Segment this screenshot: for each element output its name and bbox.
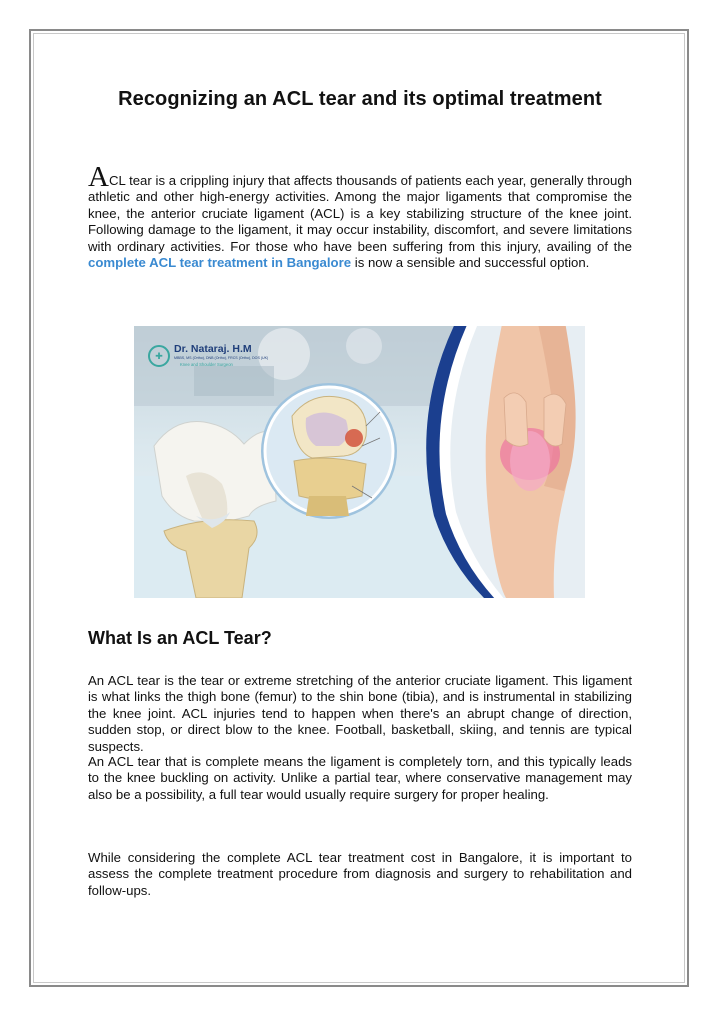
intro-text-end: is now a sensible and successful option. <box>351 255 590 271</box>
clinic-logo <box>148 343 269 373</box>
intro-text: CL tear is a crippling injury that affects thousands of patients each year, generally through athletic and other high-energy activities. Among the major ligaments that compromise the knee, the anterior cruciate ligament (ACL) is a key stabilizing structure of the knee joint. Following damage to the ligament, it may occur instability, discomfort, and severe limitations with ordinary activities. For those who have been suffering from this injury, availing of the <box>88 173 632 254</box>
intro-paragraph <box>88 161 632 271</box>
logo-tagline: Knee and Shoulder Surgeon <box>180 362 233 367</box>
section-heading: What Is an ACL Tear? <box>88 628 272 648</box>
paragraph-acl-definition: An ACL tear is the tear or extreme stretching of the anterior cruciate ligament. This ligament is what links the thigh bone (femur) to the shin bone (tibia), and is instrumental in stabilizing the knee joint. ACL injuries tend to happen when there's an abrupt change of direction, sudden stop, or direct blow to the knee. Football, basketball, skiing, and tennis are typical suspects. <box>88 673 632 754</box>
acl-illustration-banner <box>134 326 585 598</box>
logo-icon: ✚ <box>148 345 170 367</box>
document-title: Recognizing an ACL tear and its optimal treatment <box>118 88 602 110</box>
paragraph-complete-tear: An ACL tear that is complete means the ligament is completely torn, and this typically leads to the knee buckling on activity. Unlike a partial tear, where conservative management may also be a possibility, a full tear would usually require surgery for proper healing. <box>88 754 632 802</box>
paragraph-treatment-cost: While considering the complete ACL tear treatment cost in Bangalore, it is important to assess the complete treatment procedure from diagnosis and surgery to rehabilitation and follow-ups. <box>88 850 632 898</box>
logo-name: Dr. Nataraj. H.M <box>174 343 252 355</box>
drop-cap: A <box>88 161 109 193</box>
logo-qualifications: MBBS, MS (Ortho), DNB (Ortho), FRCS (Ortho), DOS (UK) <box>174 356 269 360</box>
acl-treatment-link[interactable]: complete ACL tear treatment in Bangalore <box>88 255 352 271</box>
